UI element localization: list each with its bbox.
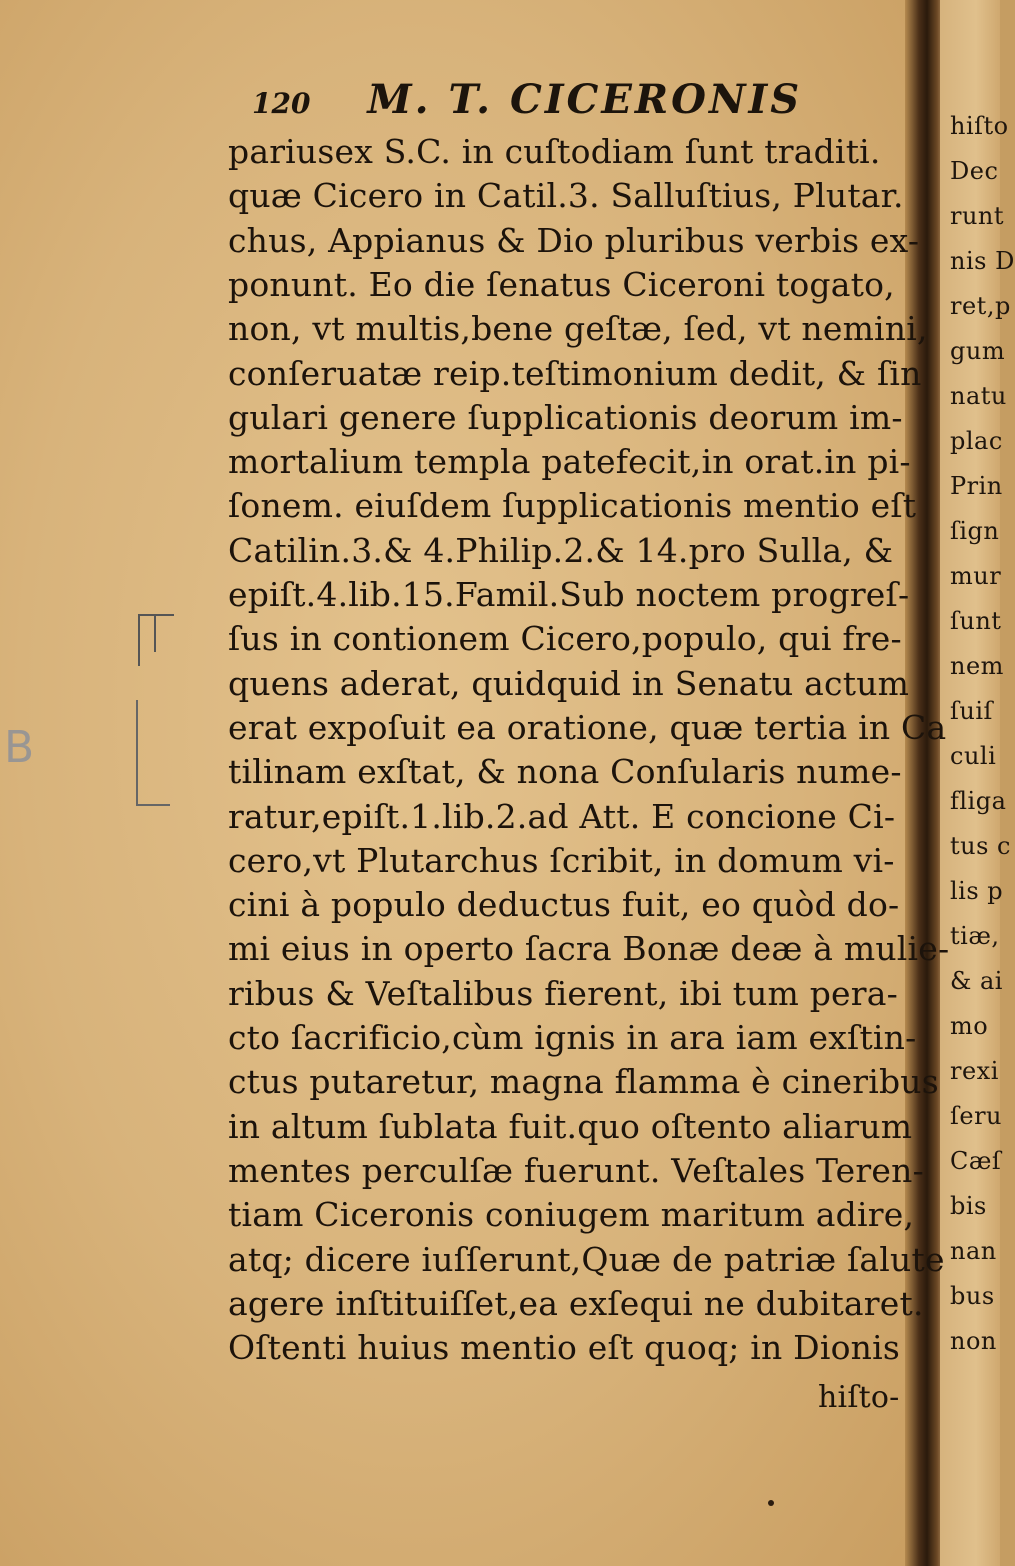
next-page-fragment: ſunt <box>950 607 1002 635</box>
next-page-fragment: Dec <box>950 157 999 185</box>
text-line: tilinam exſtat, & nona Conſularis nume- <box>228 752 902 792</box>
text-line: ribus & Veſtalibus fierent, ibi tum pera- <box>228 973 898 1013</box>
text-line: quæ Cicero in Catil.3. Salluſtius, Plutar. <box>228 176 904 216</box>
text-line: conſeruatæ reip.teſtimonium dedit, & ſin <box>228 353 922 393</box>
next-page-fragment: lis p <box>950 877 1004 905</box>
text-line: mi eius in operto ſacra Bonæ deæ à mulie- <box>228 929 950 969</box>
text-line: cini à populo deductus fuit, eo quòd do- <box>228 885 900 925</box>
pencil-mark-t <box>138 614 174 666</box>
next-page-fragment: mo <box>950 1012 989 1040</box>
running-title: M. T. CICERONIS <box>367 76 803 123</box>
pencil-bracket <box>136 700 170 806</box>
next-page-fragment: nis D <box>950 247 1015 275</box>
text-line: agere inſtituiſſet,ea exſequi ne dubitaret. <box>228 1283 924 1323</box>
text-line: Catilin.3.& 4.Philip.2.& 14.pro Sulla, & <box>228 530 894 570</box>
next-page-fragment: hiſto <box>950 112 1009 140</box>
text-line: chus, Appianus & Dio pluribus verbis ex- <box>228 220 920 260</box>
next-page-fragment: runt <box>950 202 1005 230</box>
margin-note: B <box>4 722 35 773</box>
text-line: ſus in contionem Cicero,populo, qui fre- <box>228 619 902 659</box>
next-page-fragment: non <box>950 1327 997 1355</box>
text-line: pariusex S.C. in cuſtodiam ſunt traditi. <box>228 132 881 171</box>
text-line: erat expoſuit ea oratione, quæ tertia in Ca <box>228 707 947 747</box>
text-line: ſonem. eiuſdem ſupplicationis mentio eſt <box>228 486 917 526</box>
page-header <box>252 76 802 123</box>
text-line: gulari genere ſupplicationis deorum im- <box>228 397 903 437</box>
text-line: atq; dicere iuſſerunt,Quæ de patriæ ſalute <box>228 1239 945 1279</box>
next-page-fragment: natu <box>950 382 1007 410</box>
next-page-fragment: bus <box>950 1282 995 1310</box>
text-line: tiam Ciceronis coniugem maritum adire, <box>228 1195 915 1235</box>
next-page-fragment: plac <box>950 427 1003 455</box>
next-page-fragment: nem <box>950 652 1004 680</box>
text-line: quens aderat, quidquid in Senatu actum <box>228 663 910 703</box>
next-page-fragment: ſeru <box>950 1102 1003 1130</box>
next-page-fragment: Prin <box>950 472 1003 500</box>
text-line: cero,vt Plutarchus ſcribit, in domum vi- <box>228 840 895 880</box>
next-page-fragment: & ai <box>950 967 1003 995</box>
text-line: ratur,epiſt.1.lib.2.ad Att. E concione Ci- <box>228 796 896 836</box>
text-line: Oſtenti huius mentio eſt quoq; in Dionis <box>228 1328 900 1368</box>
next-page-fragment: rexi <box>950 1057 999 1085</box>
text-line: ponunt. Eo die ſenatus Ciceroni togato, <box>228 264 895 304</box>
next-page-fragment: bis <box>950 1192 987 1220</box>
next-page-fragment: fliga <box>950 787 1007 815</box>
text-line: epiſt.4.lib.15.Famil.Sub noctem progreſ- <box>228 575 910 614</box>
text-line: in altum ſublata fuit.quo oſtento aliarum <box>228 1106 913 1146</box>
text-line: non, vt multis,bene geſtæ, ſed, vt nemini, <box>228 309 928 349</box>
ink-dot <box>768 1500 774 1506</box>
next-page-fragment: tiæ, <box>950 922 1000 950</box>
text-line: mortalium templa patefecit,in orat.in pi- <box>228 442 911 482</box>
next-page-fragment: Cæſ <box>950 1147 1002 1175</box>
text-line: ctus putaretur, magna flamma è cineribus <box>228 1062 939 1102</box>
next-page-fragment: tus c <box>950 832 1011 860</box>
next-page-fragment: nan <box>950 1237 997 1265</box>
next-page-fragment: gum <box>950 337 1006 365</box>
next-page-fragment: ſign <box>950 517 1000 545</box>
book-page-right-fragment <box>940 0 1015 1566</box>
page-number: 120 <box>252 87 311 120</box>
text-line: mentes perculſæ fuerunt. Veſtales Teren- <box>228 1150 924 1190</box>
next-page-fragment: culi <box>950 742 997 770</box>
next-page-fragment: ret,p <box>950 292 1011 320</box>
next-page-fragment: ſuiſ <box>950 697 993 725</box>
catchword: hiſto- <box>818 1380 900 1415</box>
text-line: cto ſacrificio,cùm ignis in ara iam exſtin- <box>228 1018 917 1057</box>
next-page-fragment: mur <box>950 562 1002 590</box>
